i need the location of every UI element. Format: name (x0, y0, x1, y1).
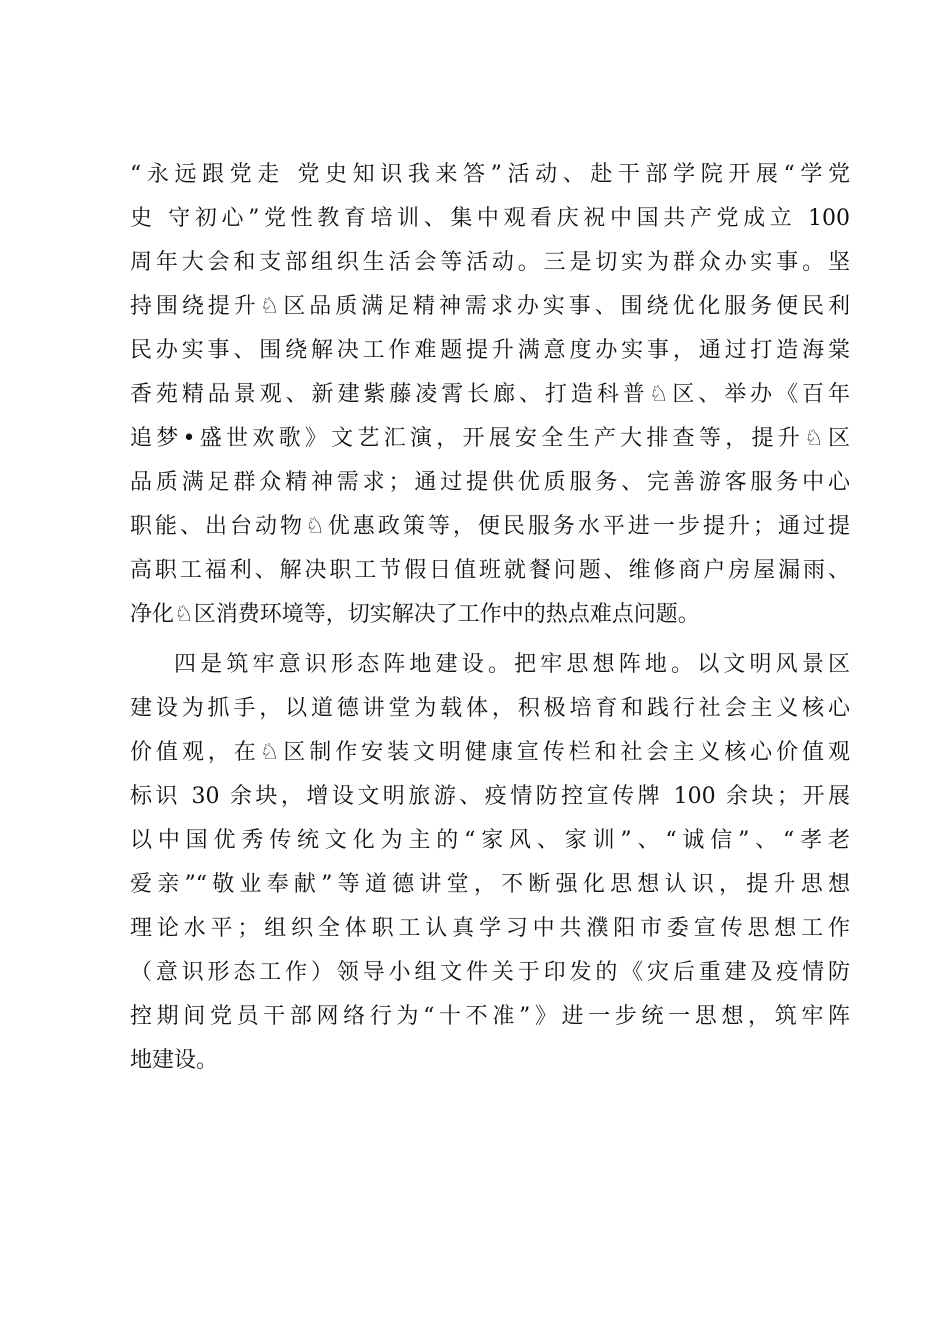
paragraph-line: 标识 30 余块，增设文明旅游、疫情防控宣传牌 100 余块；开展 (130, 784, 850, 809)
paragraph-line: 爱亲”“敬业奉献”等道德讲堂，不断强化思想认识，提升思想 (130, 872, 850, 897)
paragraph-line: 品质满足群众精神需求；通过提供优质服务、完善游客服务中心 (130, 470, 850, 495)
paragraph-line: 控期间党员干部网络行为“十不准”》进一步统一思想，筑牢阵 (130, 1004, 850, 1029)
paragraph-1 (130, 153, 850, 637)
paragraph-line: 以中国优秀传统文化为主的“家风、家训”、“诚信”、“孝老 (130, 828, 850, 853)
paragraph-2 (130, 643, 850, 1083)
paragraph-line: 高职工福利、解决职工节假日值班就餐问题、维修商户房屋漏雨、 (130, 558, 850, 583)
paragraph-line: 持围绕提升♘区品质满足精神需求办实事、围绕优化服务便民利 (130, 294, 850, 319)
paragraph-line: 追梦•盛世欢歌》文艺汇演，开展安全生产大排查等，提升♘区 (130, 426, 850, 451)
paragraph-line: 净化♘区消费环境等，切实解决了工作中的热点难点问题。 (130, 602, 700, 627)
paragraph-line: 建设为抓手，以道德讲堂为载体，积极培育和践行社会主义核心 (130, 696, 850, 721)
paragraph-line: （意识形态工作）领导小组文件关于印发的《灾后重建及疫情防 (130, 960, 850, 985)
paragraph-line: “永远跟党走 党史知识我来答”活动、赴干部学院开展“学党 (130, 162, 850, 187)
document-body (130, 153, 850, 1083)
paragraph-line: 香苑精品景观、新建紫藤凌霄长廊、打造科普♘区、举办《百年 (130, 382, 850, 407)
paragraph-line: 四是筑牢意识形态阵地建设。把牢思想阵地。以文明风景区 (174, 652, 850, 677)
paragraph-line: 民办实事、围绕解决工作难题提升满意度办实事，通过打造海棠 (130, 338, 850, 363)
paragraph-line: 理论水平；组织全体职工认真学习中共濮阳市委宣传思想工作 (130, 916, 850, 941)
paragraph-line: 史 守初心”党性教育培训、集中观看庆祝中国共产党成立 100 (130, 206, 850, 231)
paragraph-line: 价值观，在♘区制作安装文明健康宣传栏和社会主义核心价值观 (130, 740, 850, 765)
paragraph-line: 地建设。 (130, 1048, 219, 1073)
paragraph-line: 周年大会和支部组织生活会等活动。三是切实为群众办实事。坚 (130, 250, 850, 275)
paragraph-line: 职能、出台动物♘优惠政策等，便民服务水平进一步提升；通过提 (130, 514, 850, 539)
